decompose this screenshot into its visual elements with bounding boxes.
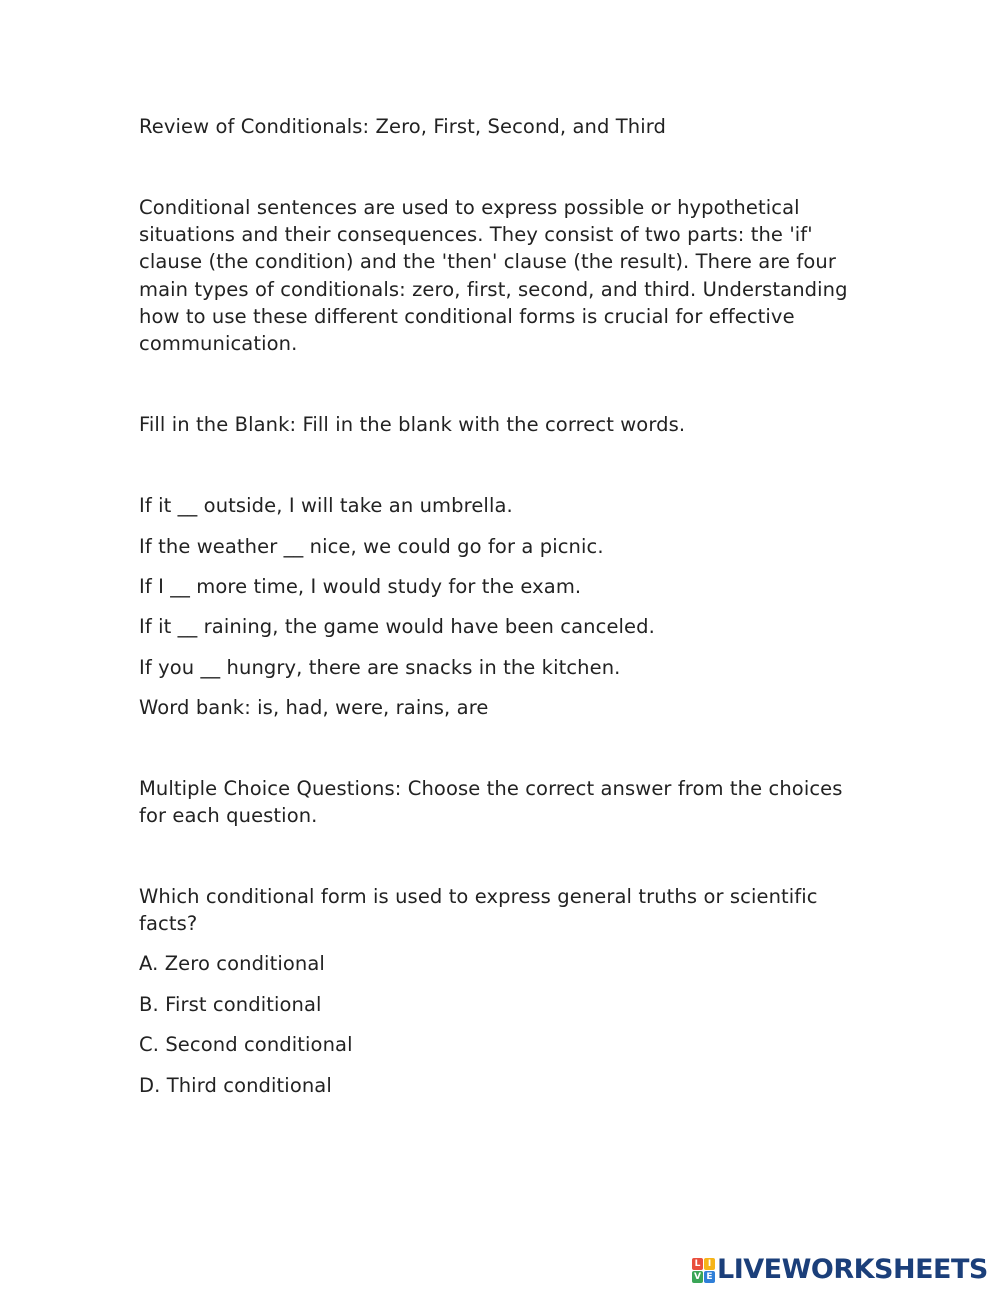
mcq-choice-b: B. First conditional	[139, 992, 322, 1016]
worksheet-page	[139, 113, 869, 1112]
word-bank: Word bank: is, had, were, rains, are	[139, 696, 489, 720]
logo-mark-i: I	[704, 1258, 715, 1270]
intro-paragraph: Conditional sentences are used to express possible or hypothetical situations and their consequences. They consist of two parts: the 'if' clause (the condition) and the 'then' clause (the result). There are four main types of conditionals: zero, first, second, and third. Understanding how to use these different conditional forms is crucial for effective communication.	[139, 196, 848, 356]
mcq-choice-d: D. Third conditional	[139, 1073, 332, 1097]
mcq-question: Which conditional form is used to express general truths or scientific facts?	[139, 884, 818, 935]
fill-in-item-2: If the weather __ nice, we could go for a picnic.	[139, 534, 604, 558]
fill-in-item-1: If it __ outside, I will take an umbrella.	[139, 494, 513, 518]
fill-in-item-5: If you __ hungry, there are snacks in the kitchen.	[139, 655, 621, 679]
fill-in-heading: Fill in the Blank: Fill in the blank with the correct words.	[139, 413, 686, 437]
logo-mark-l: L	[692, 1258, 703, 1270]
mcq-choice-c: C. Second conditional	[139, 1033, 353, 1057]
liveworksheets-logo	[692, 1255, 988, 1285]
logo-mark-e: E	[704, 1271, 715, 1283]
logo-mark-v: V	[692, 1271, 703, 1283]
mcq-heading: Multiple Choice Questions: Choose the correct answer from the choices for each question.	[139, 777, 843, 828]
mcq-choice-a: A. Zero conditional	[139, 952, 325, 976]
logo-mark-icon	[692, 1258, 714, 1282]
fill-in-item-3: If I __ more time, I would study for the exam.	[139, 575, 582, 598]
logo-text: LIVEWORKSHEETS	[717, 1254, 988, 1285]
document-title: Review of Conditionals: Zero, First, Second, and Third	[139, 115, 667, 138]
fill-in-item-4: If it __ raining, the game would have been canceled.	[139, 615, 655, 639]
